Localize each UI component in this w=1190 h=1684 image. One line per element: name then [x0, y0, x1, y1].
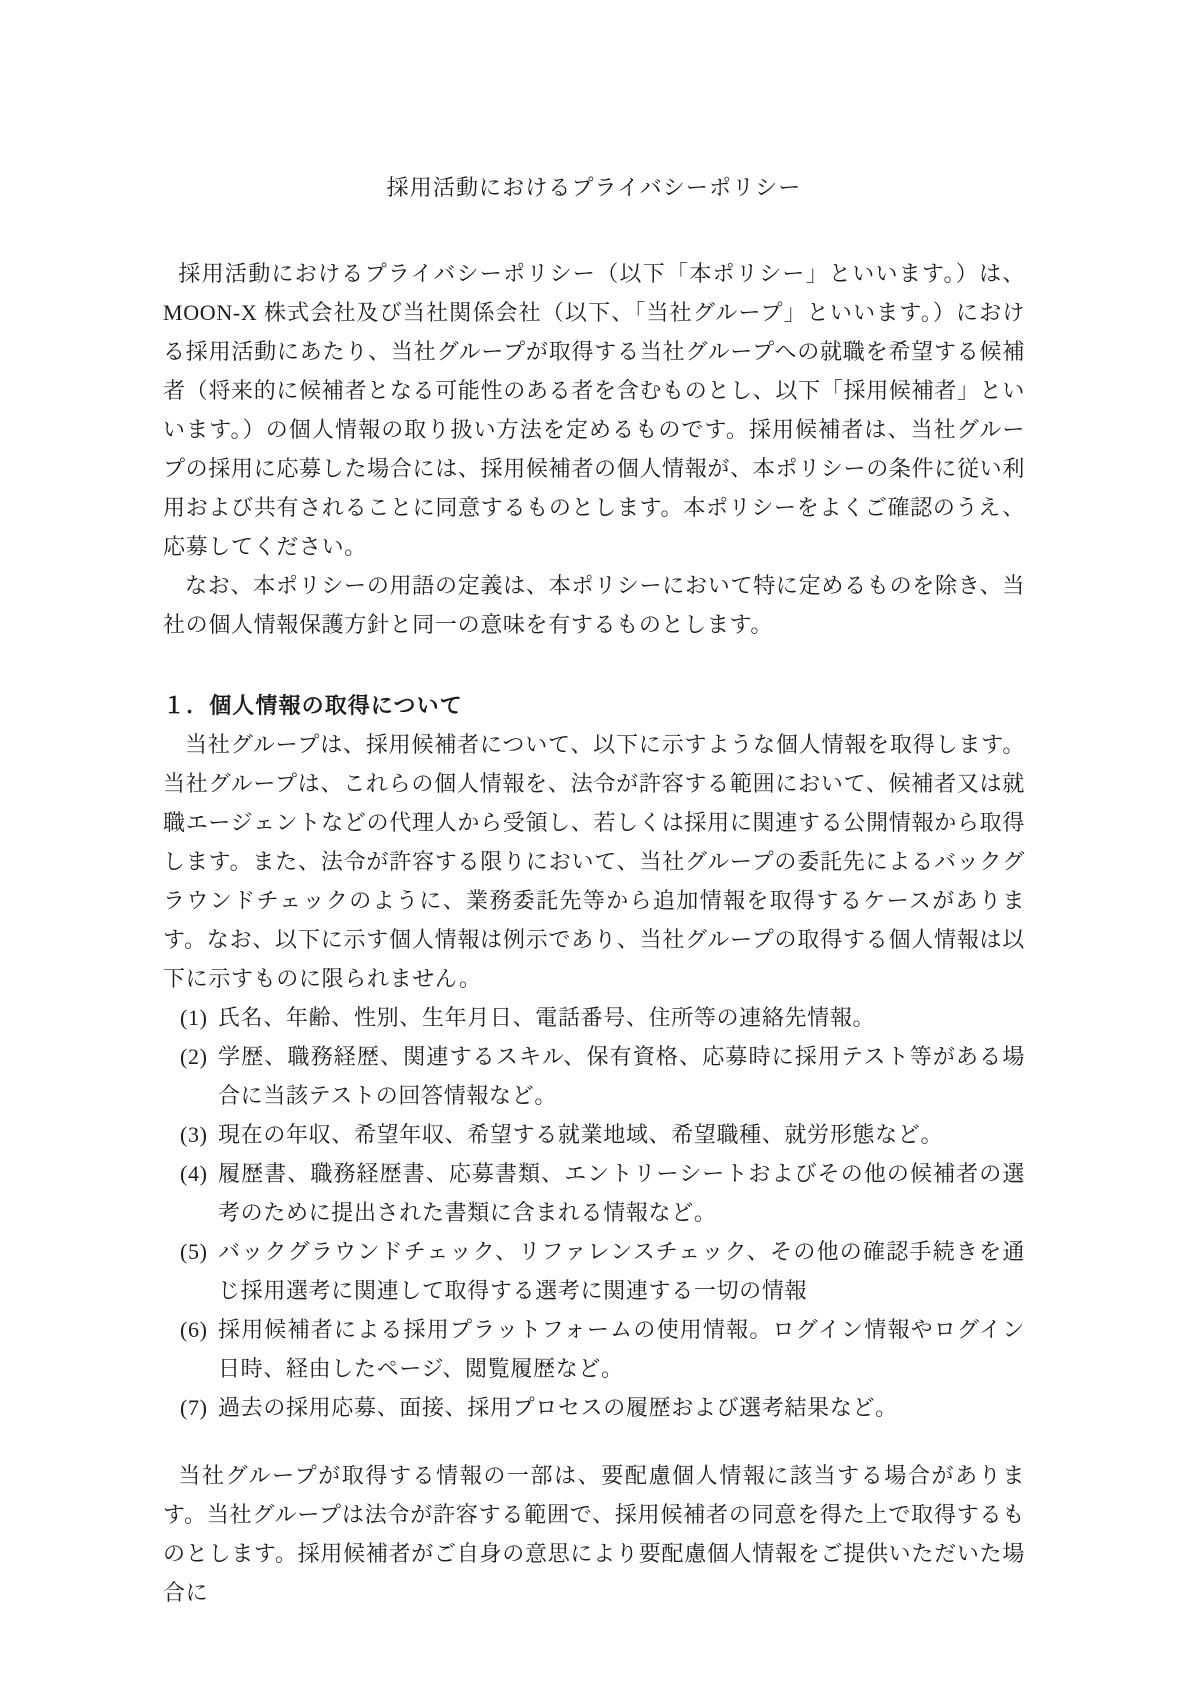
list-item	[180, 1115, 1025, 1154]
list-item-number: (6)	[180, 1317, 208, 1342]
list-item	[180, 1388, 1025, 1427]
list-item	[180, 1232, 1025, 1310]
list-item-number: (2)	[180, 1044, 208, 1069]
list-item-text: バックグラウンドチェック、リファレンスチェック、その他の確認手続きを通じ採用選考に関連して取得する選考に関連する一切の情報	[218, 1239, 1025, 1303]
list-item	[180, 1154, 1025, 1232]
list-item	[180, 1310, 1025, 1388]
intro-paragraph-1: 採用活動におけるプライバシーポリシー（以下「本ポリシー」といいます。）は、MOON-X 株式会社及び当社関係会社（以下、「当社グループ」といいます。）における採用活動にあたり、当社グループが取得する当社グループへの就職を希望する候補者（将来的に候補者となる可能性のある者を含むものとし、以下「採用候補者」といいます。）の個人情報の取り扱い方法を定めるものです。採用候補者は、当社グループの採用に応募した場合には、採用候補者の個人情報が、本ポリシーの条件に従い利用および共有されることに同意するものとします。本ポリシーをよくご確認のうえ、応募してください。	[163, 261, 1025, 559]
list-item-number: (5)	[180, 1239, 208, 1264]
closing-paragraph: 当社グループが取得する情報の一部は、要配慮個人情報に該当する場合があります。当社グループは法令が許容する範囲で、採用候補者の同意を得た上で取得するものとします。採用候補者がご自身の意思により要配慮個人情報をご提供いただいた場合に	[163, 1463, 1025, 1605]
list-item-text: 学歴、職務経歴、関連するスキル、保有資格、応募時に採用テスト等がある場合に当該テストの回答情報など。	[218, 1044, 1025, 1108]
list-item	[180, 1037, 1025, 1115]
list-item-text: 採用候補者による採用プラットフォームの使用情報。ログイン情報やログイン日時、経由したページ、閲覧履歴など。	[218, 1317, 1025, 1381]
list-item-text: 過去の採用応募、面接、採用プロセスの履歴および選考結果など。	[218, 1395, 898, 1420]
section-1-body: 当社グループは、採用候補者について、以下に示すような個人情報を取得します。当社グループは、これらの個人情報を、法令が許容する範囲において、候補者又は就職エージェントなどの代理人から受領し、若しくは採用に関連する公開情報から取得します。また、法令が許容する限りにおいて、当社グループの委託先によるバックグラウンドチェックのように、業務委託先等から追加情報を取得するケースがあります。なお、以下に示す個人情報は例示であり、当社グループの取得する個人情報は以下に示すものに限られません。	[163, 732, 1025, 991]
list-item-number: (4)	[180, 1161, 208, 1186]
list-item-number: (7)	[180, 1395, 208, 1420]
list-item-text: 現在の年収、希望年収、希望する就業地域、希望職種、就労形態など。	[218, 1122, 944, 1147]
personal-info-list	[180, 998, 1025, 1427]
list-item-text: 履歴書、職務経歴書、応募書類、エントリーシートおよびその他の候補者の選考のために提出された書類に含まれる情報など。	[218, 1161, 1025, 1225]
list-item-text: 氏名、年齢、性別、生年月日、電話番号、住所等の連絡先情報。	[218, 1005, 876, 1030]
section-1-heading: １．個人情報の取得について	[163, 693, 463, 718]
list-item	[180, 998, 1025, 1037]
document-title: 採用活動におけるプライバシーポリシー	[386, 175, 802, 200]
list-item-number: (1)	[180, 1005, 208, 1030]
intro-paragraph-2: なお、本ポリシーの用語の定義は、本ポリシーにおいて特に定めるものを除き、当社の個人情報保護方針と同一の意味を有するものとします。	[163, 573, 1025, 637]
list-item-number: (3)	[180, 1122, 208, 1147]
